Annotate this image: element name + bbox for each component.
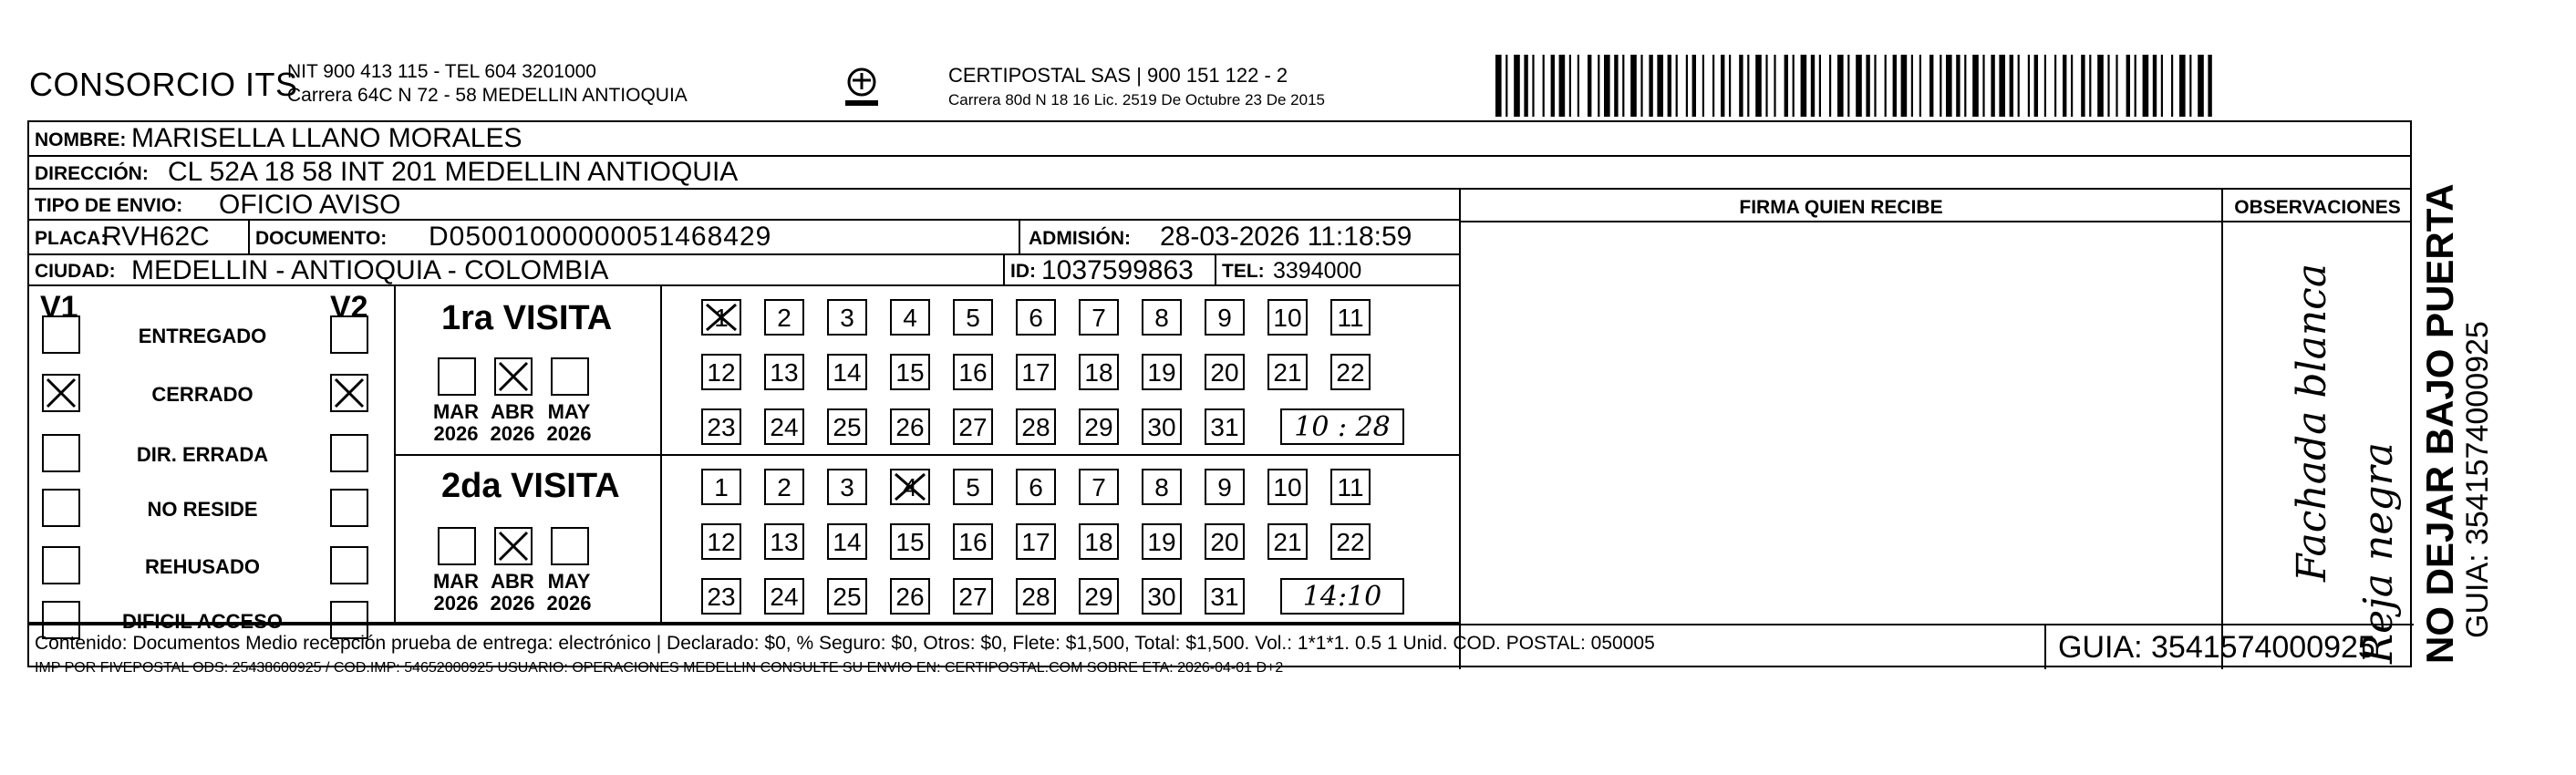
barcode-bar-56	[1999, 55, 2005, 117]
visit-2-month-checkbox-0[interactable]	[438, 527, 476, 565]
visit-1-month-checkbox-0[interactable]	[438, 357, 476, 396]
barcode-bar-19	[1668, 55, 1671, 117]
barcode-bar-50	[1946, 55, 1952, 117]
visit-2-day-30[interactable]: 30	[1142, 578, 1182, 615]
barcode-bar-78	[2198, 55, 2204, 117]
visit-2-day-15[interactable]: 15	[890, 523, 930, 560]
visit-2-day-31[interactable]: 31	[1205, 578, 1245, 615]
visit-1-month-name-1: ABR	[491, 400, 534, 423]
barcode-bar-57	[2010, 55, 2013, 117]
barcode-bar-14	[1622, 55, 1624, 117]
barcode-bar-22	[1692, 55, 1696, 117]
visit-1-day-26[interactable]: 26	[890, 408, 930, 445]
observaciones-note-1: Fachada blanca	[2289, 263, 2335, 582]
visit-2-month-name-1: ABR	[491, 570, 534, 593]
visit-1-divider	[660, 286, 662, 456]
barcode-bar-13	[1614, 55, 1618, 117]
barcode-bar-40	[1856, 55, 1862, 117]
barcode-bar-3	[1524, 55, 1527, 117]
ciudad-label: CIUDAD:	[35, 261, 116, 282]
barcode	[1495, 55, 2225, 117]
status-label-3: NO RESIDE	[147, 498, 258, 521]
visit-1-day-6[interactable]: 6	[1016, 299, 1056, 336]
visit-1-day-21[interactable]: 21	[1267, 354, 1308, 390]
visit-1-day-7[interactable]: 7	[1079, 299, 1119, 336]
visit-2-divider	[660, 456, 662, 624]
barcode-bar-59	[2028, 55, 2030, 117]
visit-2-day-6[interactable]: 6	[1016, 469, 1056, 505]
barcode-bar-71	[2135, 55, 2136, 117]
barcode-bar-17	[1649, 55, 1652, 117]
placa-divider	[248, 221, 250, 253]
barcode-bar-10	[1588, 55, 1591, 117]
barcode-bar-41	[1866, 55, 1869, 117]
visit-2-day-24[interactable]: 24	[764, 578, 804, 615]
visit-1-day-4[interactable]: 4	[890, 299, 930, 336]
certipostal-license: Carrera 80d N 18 16 Lic. 2519 De Octubre 23 De 2015	[948, 91, 1325, 108]
visit-2-day-13[interactable]: 13	[764, 523, 804, 560]
visit-1-day-19[interactable]: 19	[1142, 354, 1182, 390]
barcode-bar-51	[1956, 55, 1960, 117]
visit-1-month-name-0: MAR	[432, 400, 480, 423]
visit-2-day-12[interactable]: 12	[701, 523, 741, 560]
v2-checkbox-1[interactable]	[330, 374, 368, 412]
visit-1-month-year-1: 2026	[490, 422, 535, 445]
firma-header: FIRMA QUIEN RECIBE	[1739, 197, 1943, 218]
row-placa	[29, 221, 1461, 255]
barcode-bar-25	[1721, 55, 1724, 117]
barcode-bar-31	[1774, 55, 1775, 117]
visit-1-month-label-2	[542, 401, 596, 445]
barcode-bar-55	[1991, 55, 1994, 117]
barcode-bar-39	[1847, 55, 1849, 117]
visit-1-day-11[interactable]: 11	[1330, 299, 1371, 336]
visit-1-day-2[interactable]: 2	[764, 299, 804, 336]
visit-2-month-name-2: MAY	[547, 570, 591, 593]
visit-1-day-1[interactable]: 1	[701, 299, 741, 336]
visit-2-day-7[interactable]: 7	[1079, 469, 1119, 505]
barcode-bar-68	[2107, 55, 2109, 117]
side-guia: GUIA: 3541574000925	[2460, 321, 2495, 638]
visit-1-day-20[interactable]: 20	[1205, 354, 1245, 390]
visit-1-day-31[interactable]: 31	[1205, 408, 1245, 445]
barcode-bar-48	[1929, 55, 1933, 117]
v1-checkbox-2[interactable]	[42, 434, 80, 472]
barcode-bar-47	[1919, 55, 1921, 117]
observaciones-note-2: Reja negra	[2355, 442, 2402, 664]
barcode-bar-5	[1543, 55, 1545, 117]
admision-label: ADMISIÓN:	[1029, 228, 1131, 249]
v2-check-mark-1	[332, 376, 367, 410]
visit-1-day-24[interactable]: 24	[764, 408, 804, 445]
visit-1-day-15[interactable]: 15	[890, 354, 930, 390]
barcode-bar-64	[2071, 55, 2073, 117]
barcode-bar-16	[1640, 55, 1642, 117]
barcode-bar-73	[2153, 55, 2157, 117]
barcode-bar-4	[1532, 55, 1534, 117]
tel-divider	[1215, 255, 1216, 284]
visit-1-day-16[interactable]: 16	[953, 354, 993, 390]
visit-1-month-label-0	[429, 401, 483, 445]
barcode-bar-60	[2034, 55, 2038, 117]
barcode-bar-61	[2044, 55, 2046, 117]
visit-1-day-5[interactable]: 5	[953, 299, 993, 336]
barcode-bar-46	[1911, 55, 1913, 117]
v1-check-mark-1	[44, 376, 78, 410]
barcode-bar-69	[2116, 55, 2117, 117]
status-label-5: DIFICIL ACCESO	[121, 610, 283, 633]
visit-1-day-13[interactable]: 13	[764, 354, 804, 390]
footer-divider	[29, 624, 2414, 625]
barcode-bar-34	[1801, 55, 1807, 117]
v2-checkbox-3[interactable]	[330, 489, 368, 527]
barcode-bar-35	[1811, 55, 1815, 117]
row-tipo	[29, 190, 1461, 221]
visit-2-day-5[interactable]: 5	[953, 469, 993, 505]
visit-2-day-25[interactable]: 25	[827, 578, 867, 615]
direccion-label: DIRECCIÓN:	[35, 163, 149, 184]
barcode-bar-27	[1739, 55, 1743, 117]
barcode-bar-72	[2143, 55, 2149, 117]
barcode-bar-12	[1604, 55, 1610, 117]
certipostal-info: CERTIPOSTAL SAS | 900 151 122 - 2	[948, 64, 1288, 87]
visit-1-day-8[interactable]: 8	[1142, 299, 1182, 336]
visit-2-month-checkbox-1[interactable]	[494, 527, 533, 565]
barcode-bar-38	[1837, 55, 1844, 117]
nombre-value: MARISELLA LLANO MORALES	[131, 123, 522, 153]
visit-1-time[interactable]: 10 : 28	[1280, 408, 1404, 445]
visit-2-month-year-2: 2026	[546, 592, 592, 615]
barcode-bar-67	[2097, 55, 2104, 117]
placa-value: RVH62C	[102, 222, 210, 252]
visit-2-month-label-1	[485, 571, 540, 615]
barcode-bar-2	[1514, 55, 1520, 117]
barcode-bar-26	[1729, 55, 1731, 117]
delivery-form	[27, 120, 2412, 676]
visit-1-day-29[interactable]: 29	[1079, 408, 1119, 445]
visit-2-day-29[interactable]: 29	[1079, 578, 1119, 615]
visit-1-day-14[interactable]: 14	[827, 354, 867, 390]
barcode-bar-76	[2179, 55, 2186, 117]
footer-guia: GUIA: 3541574000925	[2058, 630, 2375, 665]
visit-2-day-27[interactable]: 27	[953, 578, 993, 615]
barcode-bar-65	[2081, 55, 2085, 117]
v2-heading: V2	[330, 290, 368, 325]
visit-2-day-14[interactable]: 14	[827, 523, 867, 560]
barcode-bar-9	[1578, 55, 1579, 117]
id-value: 1037599863	[1041, 255, 1194, 285]
barcode-bar-45	[1901, 55, 1908, 117]
company-name: CONSORCIO ITS	[29, 66, 298, 103]
observaciones-column	[2221, 190, 2412, 669]
v1-heading: V1	[40, 290, 78, 325]
visit-2-month-year-1: 2026	[490, 592, 535, 615]
barcode-bar-0	[1495, 55, 1502, 117]
documento-label: DOCUMENTO:	[255, 228, 388, 249]
barcode-bar-21	[1686, 55, 1688, 117]
visit-2-day-20[interactable]: 20	[1205, 523, 1245, 560]
visit-2-month-year-0: 2026	[433, 592, 479, 615]
visit-1-month-year-2: 2026	[546, 422, 592, 445]
visit-1-day-10[interactable]: 10	[1267, 299, 1308, 336]
placa-label: PLACA:	[35, 228, 108, 249]
barcode-bar-53	[1972, 55, 1979, 117]
barcode-bar-70	[2126, 55, 2130, 117]
visit-2-day-3[interactable]: 3	[827, 469, 867, 505]
visit-2-day-16[interactable]: 16	[953, 523, 993, 560]
footer-contenido: Contenido: Documentos Medio recepción prueba de entrega: electrónico | Declarado: $0, % Seguro: $0, Otros: $0, Flete: $1,500, Total: $1,500. Vol.: 1*1*1. 0.5 1 Unid. COD. POSTAL: 050005	[35, 633, 1655, 654]
v1-checkbox-4[interactable]	[42, 546, 80, 584]
visit-2-day-26[interactable]: 26	[890, 578, 930, 615]
barcode-bar-54	[1982, 55, 1984, 117]
visit-2-month-label-0	[429, 571, 483, 615]
v1-checkbox-1[interactable]	[42, 374, 80, 412]
visit-1-month-checkbox-2[interactable]	[551, 357, 589, 396]
row-direccion	[29, 157, 2410, 190]
visit-1-day-30[interactable]: 30	[1142, 408, 1182, 445]
visit-2-month-name-0: MAR	[432, 570, 480, 593]
v2-checkbox-0[interactable]	[330, 315, 368, 354]
barcode-bar-20	[1676, 55, 1678, 117]
visit-2-day-4[interactable]: 4	[890, 469, 930, 505]
visit-2-day-18[interactable]: 18	[1079, 523, 1119, 560]
no-dejar-bajo-puerta: NO DEJAR BAJO PUERTA	[2418, 183, 2461, 664]
tel-label: TEL:	[1222, 261, 1265, 282]
visit-2-day-1[interactable]: 1	[701, 469, 741, 505]
barcode-bar-7	[1559, 55, 1566, 117]
barcode-bar-58	[2018, 55, 2020, 117]
barcode-bar-33	[1793, 55, 1795, 117]
admision-value: 28-03-2026 11:18:59	[1160, 222, 1412, 252]
visit-1-title: 1ra VISITA	[441, 299, 613, 337]
barcode-bar-42	[1874, 55, 1876, 117]
barcode-bar-79	[2208, 55, 2211, 117]
barcode-bar-15	[1630, 55, 1637, 117]
visit-1-day-23[interactable]: 23	[701, 408, 741, 445]
visit-1-month-year-0: 2026	[433, 422, 479, 445]
visit-2-day-11[interactable]: 11	[1330, 469, 1371, 505]
barcode-bar-32	[1785, 55, 1788, 117]
row-nombre	[29, 122, 2410, 157]
ciudad-value: MEDELLIN - ANTIOQUIA - COLOMBIA	[131, 255, 609, 285]
tipo-value: OFICIO AVISO	[219, 190, 401, 220]
admision-divider	[1019, 221, 1020, 253]
company-nit: NIT 900 413 115 - TEL 604 3201000	[287, 61, 596, 82]
v2-checkbox-4[interactable]	[330, 546, 368, 584]
barcode-bar-18	[1657, 55, 1663, 117]
id-divider	[1003, 255, 1005, 284]
observaciones-divider	[2223, 221, 2412, 222]
barcode-bar-29	[1755, 55, 1762, 117]
visit-2-day-28[interactable]: 28	[1016, 578, 1056, 615]
status-label-4: REHUSADO	[145, 555, 260, 578]
guia-divider	[2044, 624, 2046, 669]
visit-1-month-name-2: MAY	[547, 400, 591, 423]
nombre-label: NOMBRE:	[35, 129, 127, 150]
visit-2-month-checkbox-2[interactable]	[551, 527, 589, 565]
visit-2-day-mark-4	[892, 470, 928, 503]
observaciones-header: OBSERVACIONES	[2234, 197, 2401, 218]
status-label-0: ENTREGADO	[138, 325, 267, 347]
firma-divider	[1461, 221, 2221, 222]
visit-1-day-3[interactable]: 3	[827, 299, 867, 336]
visit-2-title: 2da VISITA	[441, 467, 620, 505]
visit-2-day-9[interactable]: 9	[1205, 469, 1245, 505]
barcode-bar-44	[1893, 55, 1897, 117]
company-address: Carrera 64C N 72 - 58 MEDELLIN ANTIOQUIA	[287, 85, 688, 106]
v2-checkbox-2[interactable]	[330, 434, 368, 472]
visit-2-month-label-2	[542, 571, 596, 615]
visit-1-panel	[396, 286, 1461, 456]
visit-2-day-22[interactable]: 22	[1330, 523, 1371, 560]
v1-checkbox-0[interactable]	[42, 315, 80, 354]
visit-1-day-9[interactable]: 9	[1205, 299, 1245, 336]
v1-checkbox-3[interactable]	[42, 489, 80, 527]
barcode-bar-11	[1598, 55, 1599, 117]
visit-1-day-28[interactable]: 28	[1016, 408, 1056, 445]
visit-1-day-22[interactable]: 22	[1330, 354, 1371, 390]
visit-1-day-25[interactable]: 25	[827, 408, 867, 445]
documento-value: D05001000000051468429	[429, 222, 772, 252]
visit-2-day-19[interactable]: 19	[1142, 523, 1182, 560]
visit-2-day-17[interactable]: 17	[1016, 523, 1056, 560]
barcode-bar-43	[1885, 55, 1887, 117]
barcode-bar-1	[1505, 55, 1507, 117]
status-label-2: DIR. ERRADA	[136, 443, 269, 466]
status-panel	[29, 286, 396, 633]
visit-1-month-check-mark-1	[496, 359, 531, 394]
visit-1-day-12[interactable]: 12	[701, 354, 741, 390]
tel-value: 3394000	[1273, 258, 1362, 284]
barcode-bar-30	[1765, 55, 1767, 117]
footer-impresion: IMP POR FIVEPOSTAL ODS: 25438600925 / COD.IMP: 54652000925 USUARIO: OPERACIONES MEDELLIN CONSULTE SU ENVIO EN: CERTIPOSTAL.COM SOBRE ETA: 2026-04-01 D+2	[35, 660, 1284, 676]
visit-1-day-27[interactable]: 27	[953, 408, 993, 445]
barcode-bar-36	[1819, 55, 1821, 117]
barcode-bar-63	[2063, 55, 2066, 117]
visit-1-day-17[interactable]: 17	[1016, 354, 1056, 390]
barcode-bar-37	[1829, 55, 1831, 117]
tipo-label: TIPO DE ENVIO:	[35, 195, 183, 216]
visit-2-panel	[396, 456, 1461, 624]
barcode-bar-6	[1551, 55, 1555, 117]
visit-2-time[interactable]: 14:10	[1280, 578, 1404, 615]
visit-2-day-2[interactable]: 2	[764, 469, 804, 505]
barcode-bar-74	[2161, 55, 2163, 117]
visit-1-day-18[interactable]: 18	[1079, 354, 1119, 390]
firma-column	[1459, 190, 2223, 669]
direccion-value: CL 52A 18 58 INT 201 MEDELLIN ANTIOQUIA	[168, 157, 739, 187]
barcode-bar-8	[1569, 55, 1571, 117]
barcode-bar-77	[2189, 55, 2191, 117]
visit-2-day-10[interactable]: 10	[1267, 469, 1308, 505]
visit-1-month-checkbox-1[interactable]	[494, 357, 533, 396]
visit-2-month-check-mark-1	[496, 529, 531, 563]
barcode-bar-28	[1747, 55, 1749, 117]
visit-1-month-label-1	[485, 401, 540, 445]
certipostal-logo	[834, 62, 889, 117]
visit-2-day-23[interactable]: 23	[701, 578, 741, 615]
visit-2-day-21[interactable]: 21	[1267, 523, 1308, 560]
visit-1-day-mark-1	[703, 301, 740, 334]
barcode-bar-23	[1702, 55, 1704, 117]
id-label: ID:	[1010, 261, 1036, 282]
visit-2-day-8[interactable]: 8	[1142, 469, 1182, 505]
barcode-bar-24	[1712, 55, 1714, 117]
barcode-bar-62	[2054, 55, 2056, 117]
barcode-bar-52	[1964, 55, 1966, 117]
status-label-1: CERRADO	[151, 383, 253, 406]
barcode-bar-66	[2089, 55, 2091, 117]
barcode-bar-49	[1940, 55, 1941, 117]
barcode-bar-75	[2171, 55, 2173, 117]
row-ciudad	[29, 255, 1461, 286]
